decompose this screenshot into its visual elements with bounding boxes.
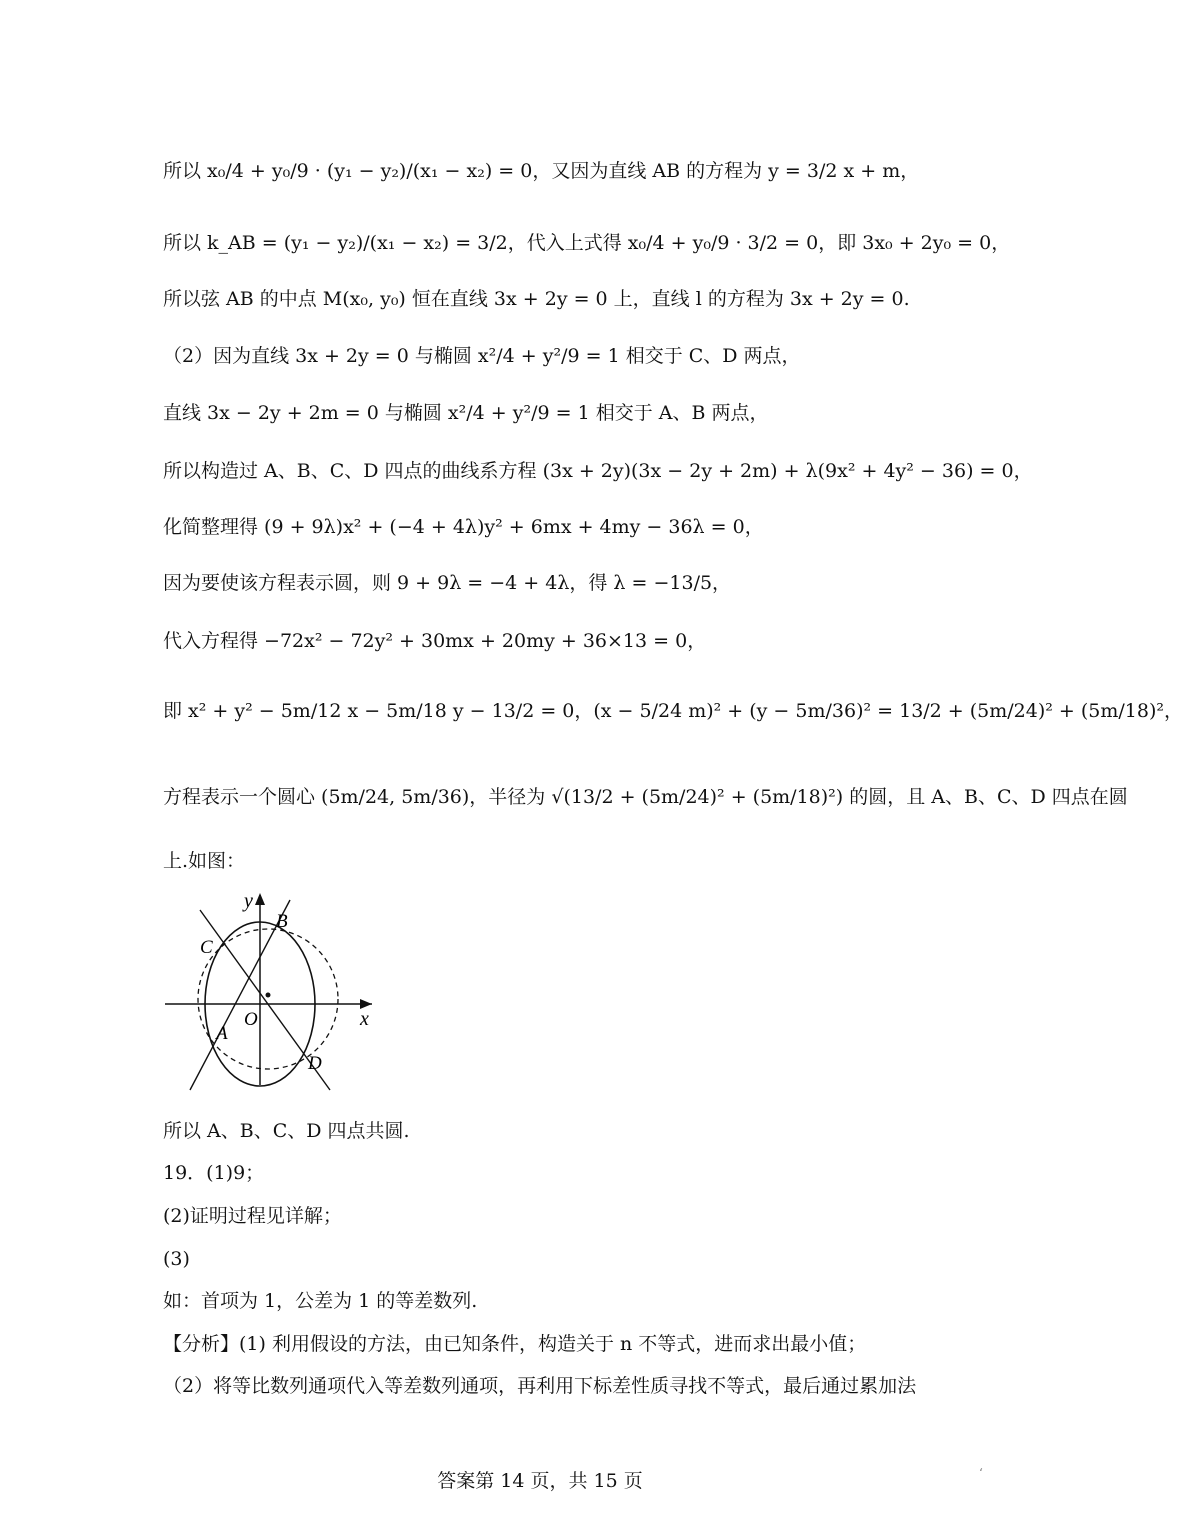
center-dot <box>266 993 271 998</box>
line-3: 所以弦 AB 的中点 M(x₀, y₀) 恒在直线 3x + 2y = 0 上，直线 l 的方程为 3x + 2y = 0. <box>163 288 910 310</box>
line-6: 所以构造过 A、B、C、D 四点的曲线系方程 (3x + 2y)(3x − 2y + 2m) + λ(9x² + 4y² − 36) = 0， <box>163 460 1033 482</box>
line-14: 19．(1)9； <box>163 1162 265 1184</box>
label-b: B <box>276 911 288 932</box>
figure <box>160 885 390 1100</box>
line-12: 上.如图： <box>163 850 246 872</box>
line-19: （2）将等比数列通项代入等差数列通项，再利用下标差性质寻找不等式，最后通过累加法 <box>163 1375 917 1397</box>
line-5: 直线 3x − 2y + 2m = 0 与椭圆 x²/4 + y²/9 = 1 相交于 A、B 两点， <box>163 402 769 424</box>
line-10: 即 x² + y² − 5m/12 x − 5m/18 y − 13/2 = 0，(x − 5/24 m)² + (y − 5m/36)² = 13/2 + (5m/24)² + (5m/18)²， <box>163 700 1183 722</box>
line-4: （2）因为直线 3x + 2y = 0 与椭圆 x²/4 + y²/9 = 1 相交于 C、D 两点， <box>163 345 801 367</box>
label-c: C <box>200 937 213 958</box>
line-15: (2)证明过程见详解； <box>163 1205 342 1227</box>
page-footer: 答案第 14 页，共 15 页 <box>437 1470 643 1492</box>
line-7: 化简整理得 (9 + 9λ)x² + (−4 + 4λ)y² + 6mx + 4my − 36λ = 0， <box>163 516 764 538</box>
label-d: D <box>308 1053 322 1074</box>
label-y: y <box>244 890 253 912</box>
label-x: x <box>360 1008 369 1030</box>
label-a: A <box>216 1023 228 1044</box>
label-o: O <box>244 1009 258 1030</box>
line-17: 如：首项为 1，公差为 1 的等差数列. <box>163 1290 478 1312</box>
line-1: 所以 x₀/4 + y₀/9 · (y₁ − y₂)/(x₁ − x₂) = 0，又因为直线 AB 的方程为 y = 3/2 x + m， <box>163 160 920 182</box>
line-9: 代入方程得 −72x² − 72y² + 30mx + 20my + 36×13 = 0， <box>163 630 707 652</box>
line-2: 所以 k_AB = (y₁ − y₂)/(x₁ − x₂) = 3/2，代入上式得 x₀/4 + y₀/9 · 3/2 = 0，即 3x₀ + 2y₀ = 0， <box>163 232 1011 254</box>
line-11: 方程表示一个圆心 (5m/24, 5m/36)，半径为 √(13/2 + (5m/24)² + (5m/18)²) 的圆，且 A、B、C、D 四点在圆 <box>163 786 1128 808</box>
ellipse-circle-diagram <box>160 885 390 1095</box>
line-8: 因为要使该方程表示圆，则 9 + 9λ = −4 + 4λ，得 λ = −13/5， <box>163 572 732 594</box>
line-18: 【分析】(1) 利用假设的方法，由已知条件，构造关于 n 不等式，进而求出最小值； <box>163 1333 867 1355</box>
line-13: 所以 A、B、C、D 四点共圆. <box>163 1120 410 1142</box>
line-16: (3) <box>163 1248 190 1270</box>
corner-mark: ʻ <box>979 1466 983 1480</box>
y-axis-arrow <box>255 893 265 905</box>
